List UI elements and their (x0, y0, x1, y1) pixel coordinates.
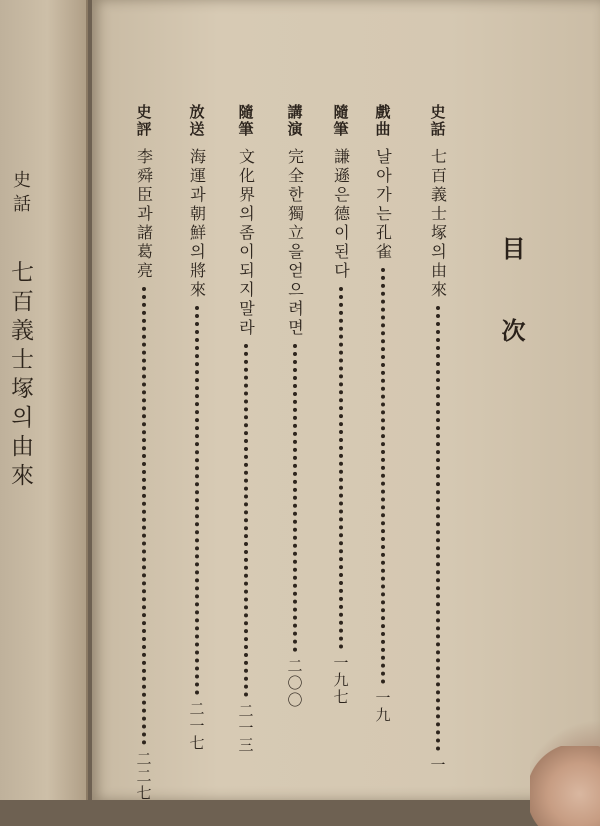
toc-entry-title: 完全한獨立을얻으려면 (285, 148, 305, 338)
toc-entry-page: 一九 (373, 690, 392, 724)
toc-entry-category: 講演 (285, 104, 304, 138)
toc-entry-page: 二〇〇 (285, 658, 304, 709)
leader-dots (142, 287, 146, 745)
left-page-title: 七百義士塚의由來 (7, 260, 33, 492)
toc-entry-title: 文化界의좀이되지말라 (236, 148, 256, 338)
toc-title: 目次 (497, 236, 526, 400)
toc-entry-category: 戲曲 (373, 104, 392, 138)
toc-entry-title: 날아가는孔雀 (373, 148, 393, 262)
leader-dots (381, 268, 385, 684)
toc-entry-page: 一 (428, 757, 447, 774)
toc-entry-4[interactable] (283, 104, 307, 709)
left-page-heading (4, 170, 37, 492)
toc-entry-title: 海運과朝鮮의將來 (187, 148, 207, 300)
toc-entry-title: 李舜臣과諸葛亮 (134, 148, 154, 281)
toc-entry-page: 二一七 (187, 701, 206, 752)
leader-dots (244, 344, 248, 697)
toc-entry-6[interactable] (185, 104, 209, 752)
toc-entry-category: 放送 (187, 104, 206, 138)
leader-dots (339, 287, 343, 649)
toc-entry-category: 隨筆 (331, 104, 350, 138)
toc-entry-title: 謙遜은德이된다 (331, 148, 351, 281)
toc-entry-category: 史評 (134, 104, 153, 138)
toc-entry-page: 二二七 (134, 751, 153, 802)
toc-entry-2[interactable] (371, 104, 395, 724)
toc-entry-title: 七百義士塚의由來 (428, 148, 448, 300)
toc-entry-page: 二一三 (236, 703, 255, 754)
leader-dots (195, 306, 199, 695)
left-page (0, 0, 88, 800)
thumb (530, 746, 600, 826)
toc-entry-3[interactable] (329, 104, 353, 706)
toc-entry-page: 一九七 (331, 655, 350, 706)
left-page-category: 史話 (10, 170, 31, 218)
leader-dots (436, 306, 440, 751)
leader-dots (293, 344, 297, 652)
toc-entry-5[interactable] (234, 104, 258, 754)
toc-entry-category: 史話 (428, 104, 447, 138)
toc-entry-category: 隨筆 (236, 104, 255, 138)
toc-entry-1[interactable] (426, 104, 450, 774)
toc-entry-7[interactable] (132, 104, 156, 802)
